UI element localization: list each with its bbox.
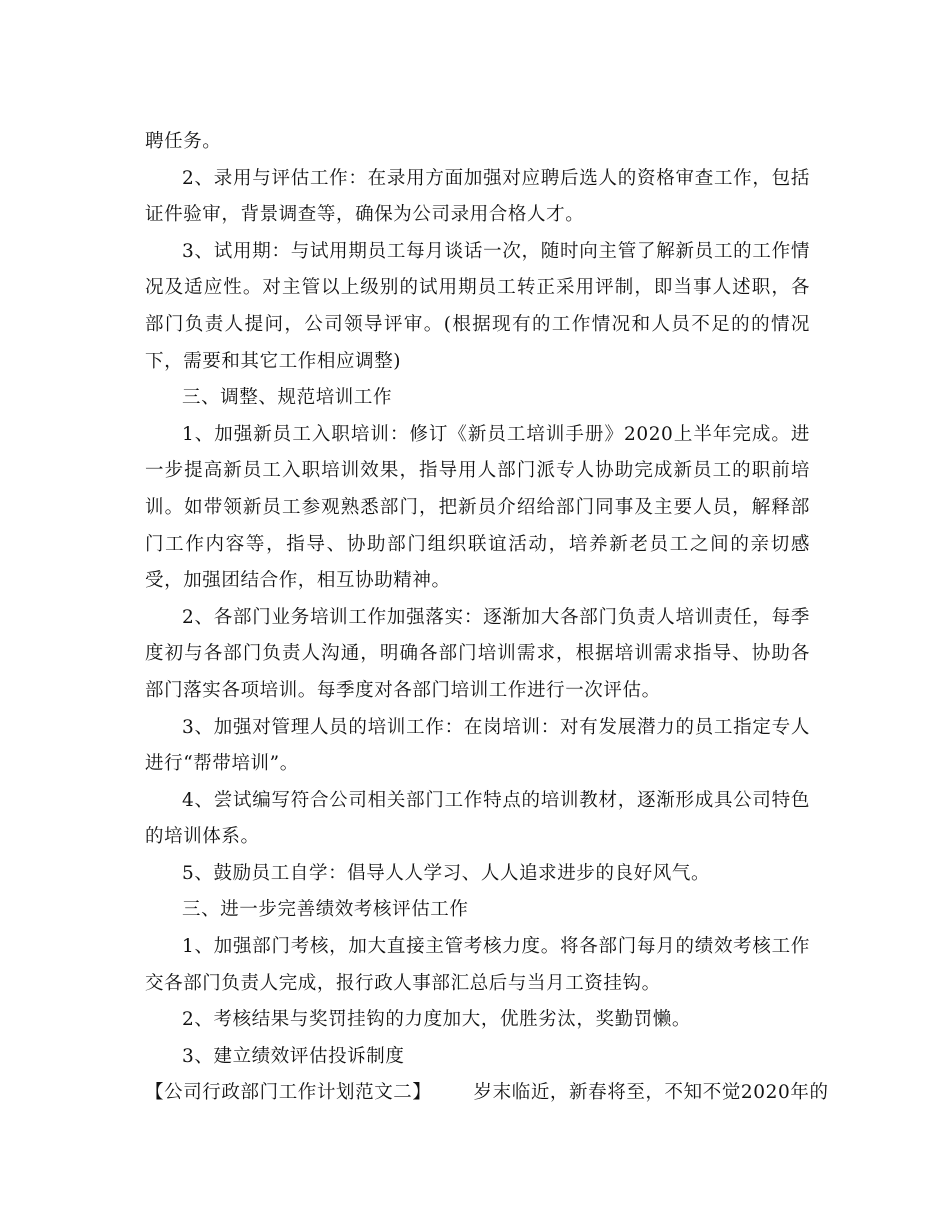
final-line	[145, 1075, 829, 1112]
paragraph: 4、尝试编写符合公司相关部门工作特点的培训教材，逐渐形成具公司特色的培训体系。	[145, 789, 810, 848]
paragraph: 3、试用期：与试用期员工每月谈话一次，随时向主管了解新员工的工作情况及适应性。对主管以上级别的试用期员工转正采用评制，即当事人述职，各部门负责人提问，公司领导评审。(根据现有的工作情况和人员不足的的情况下，需要和其它工作相应调整)	[145, 240, 810, 372]
sample-heading: 【公司行政部门工作计划范文二】	[145, 1082, 432, 1104]
final-line-text: 岁末临近，新春将至，不知不觉2020年的	[473, 1082, 829, 1104]
paragraph: 1、加强新员工入职培训：修订《新员工培训手册》2020上半年完成。进一步提高新员工入职培训效果，指导用人部门派专人协助完成新员工的职前培训。如带领新员工参观熟悉部门，把新员介绍给部门同事及主要人员，解释部门工作内容等，指导、协助部门组织联谊活动，培养新老员工之间的亲切感受，加强团结合作，相互协助精神。	[145, 423, 810, 592]
paragraph: 2、录用与评估工作：在录用方面加强对应聘后选人的资格审查工作，包括证件验审，背景调查等，确保为公司录用合格人才。	[145, 167, 810, 226]
section-heading: 三、调整、规范培训工作	[182, 387, 393, 409]
paragraph: 聘任务。	[145, 131, 222, 152]
section-heading: 三、进一步完善绩效考核评估工作	[182, 899, 469, 921]
paragraph: 3、加强对管理人员的培训工作：在岗培训：对有发展潜力的员工指定专人进行“帮带培训”。	[145, 716, 810, 775]
paragraph: 2、考核结果与奖罚挂钩的力度加大，优胜劣汰，奖勤罚懒。	[182, 1009, 691, 1031]
paragraph: 1、加强部门考核，加大直接主管考核力度。将各部门每月的绩效考核工作交各部门负责人完成，报行政人事部汇总后与当月工资挂钩。	[145, 936, 810, 994]
paragraph: 5、鼓励员工自学：倡导人人学习、人人追求进步的良好风气。	[182, 862, 711, 884]
paragraph: 3、建立绩效评估投诉制度	[182, 1045, 405, 1067]
paragraph: 2、各部门业务培训工作加强落实：逐渐加大各部门负责人培训责任，每季度初与各部门负责人沟通，明确各部门培训需求，根据培训需求指导、协助各部门落实各项培训。每季度对各部门培训工作进行一次评估。	[145, 606, 810, 701]
document-body	[145, 124, 829, 1112]
